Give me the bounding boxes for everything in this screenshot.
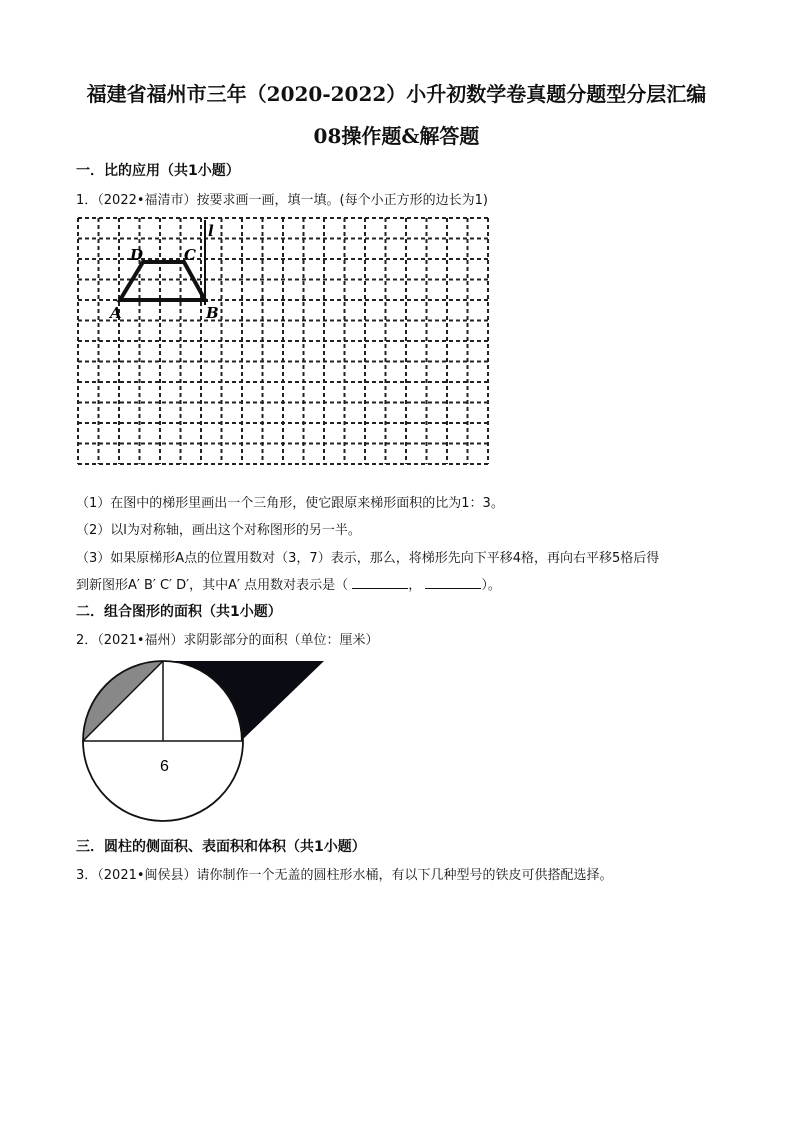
q1-part-3b-mid: ，: [408, 578, 422, 593]
label-d: D: [130, 246, 144, 264]
title-line-1: 福建省福州市三年（2020-2022）小升初数学卷真题分题型分层汇编: [86, 82, 707, 106]
q3-stem: 3．（2021•闽侯县）请你制作一个无盖的圆柱形水桶，有以下几种型号的铁皮可供搭配选择。: [76, 868, 613, 883]
q1-part-3b: [76, 574, 501, 593]
section-heading-3: 三．圆柱的侧面积、表面积和体积（共1小题）: [76, 839, 366, 855]
title-line-2: 08操作题&解答题: [313, 124, 480, 148]
black-shaded-region: [163, 661, 324, 741]
q1-part-2: （2）以l为对称轴，画出这个对称图形的另一半。: [76, 523, 361, 538]
q1-part-3b-post: ）。: [481, 578, 501, 593]
answer-blank-2[interactable]: [425, 576, 481, 589]
section-heading-2: 二．组合图形的面积（共1小题）: [76, 604, 282, 620]
label-c: C: [184, 246, 196, 264]
q1-stem: 1．（2022•福清市）按要求画一画，填一填。(每个小正方形的边长为1): [76, 193, 488, 208]
q1-grid-figure: [72, 210, 502, 480]
q1-part-1: （1）在图中的梯形里画出一个三角形，使它跟原来梯形面积的比为1：3。: [76, 496, 504, 511]
q1-part-3a: （3）如果原梯形A点的位置用数对（3，7）表示，那么，将梯形先向下平移4格，再向右平移5格后得: [76, 551, 660, 566]
diameter-label: 6: [160, 758, 169, 775]
answer-blank-1[interactable]: [352, 576, 408, 589]
label-l: l: [208, 222, 214, 240]
q2-circle-figure: [78, 657, 338, 827]
q1-part-3b-pre: 到新图形A′ B′ C′ D′，其中A′ 点用数对表示是（: [76, 578, 349, 593]
trapezoid-abcd: [120, 262, 205, 300]
label-b: B: [206, 304, 219, 322]
label-a: A: [110, 304, 122, 322]
section-heading-1: 一．比的应用（共1小题）: [76, 163, 240, 179]
q2-stem: 2．（2021•福州）求阴影部分的面积（单位：厘米）: [76, 633, 379, 648]
